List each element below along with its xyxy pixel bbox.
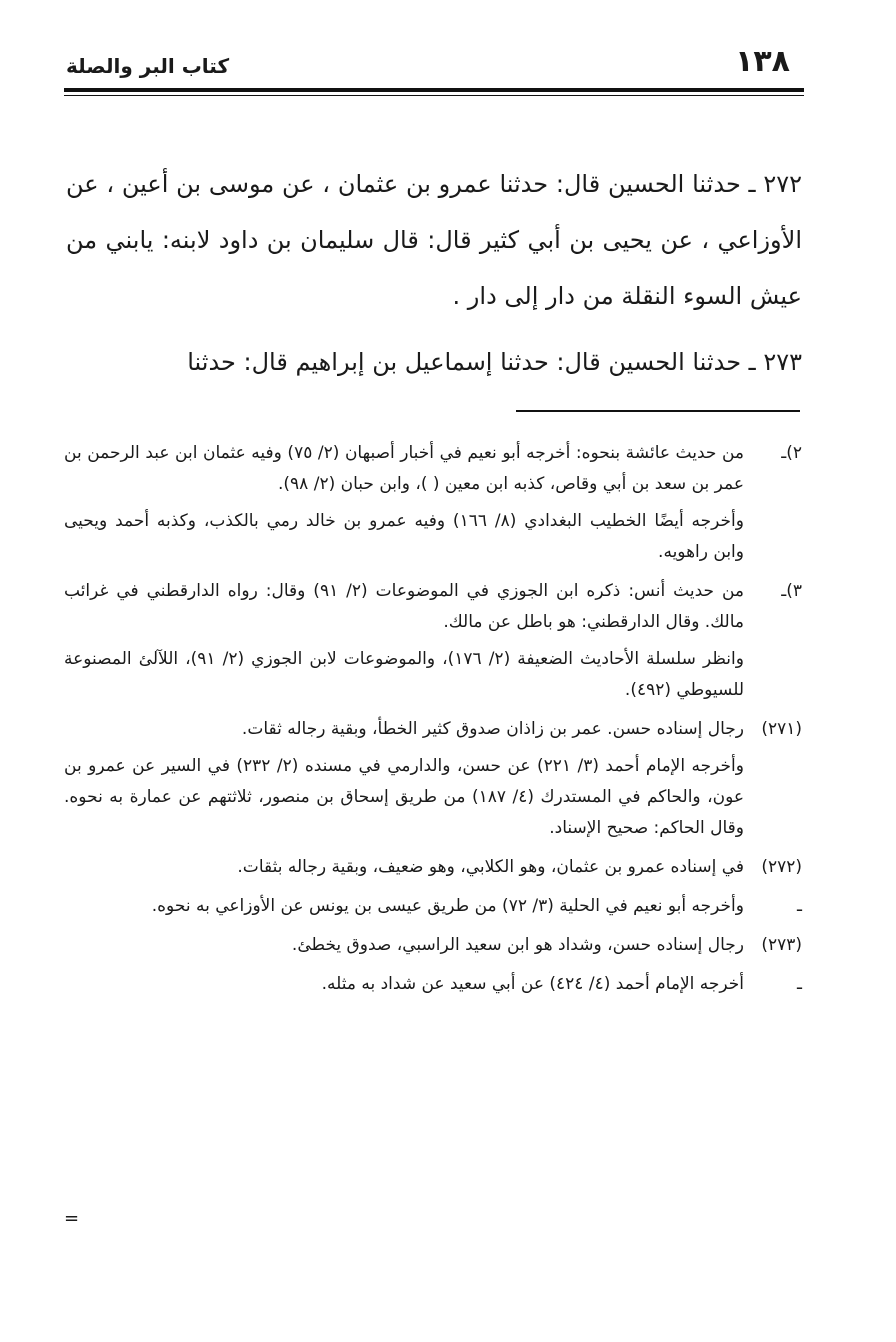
footnote-text: وأخرجه أيضًا الخطيب البغدادي (٨/ ١٦٦) وفيه عمرو بن خالد رمي بالكذب، وكذبه أحمد ويحيى وابن راهويه. [64, 511, 744, 562]
footnote-marker: ٢)ـ [781, 443, 802, 463]
page-number: ١٣٨ [735, 44, 790, 79]
footnote-text: وأخرجه أبو نعيم في الحلية (٣/ ٧٢) من طريق عيسى بن يونس عن الأوزاعي به نحوه. [151, 896, 744, 916]
footnote-marker: ـ [797, 974, 802, 994]
footnote [64, 852, 802, 883]
footnote [64, 438, 802, 568]
footnote-marker: (٢٧١) [761, 719, 802, 739]
footnote-marker: ٣)ـ [781, 581, 802, 601]
footnote-marker: (٢٧٢) [761, 857, 802, 877]
footnotes [64, 438, 802, 1008]
running-header-title: كتاب البر والصلة [66, 54, 230, 78]
footnote-text: أخرجه الإمام أحمد (٤/ ٤٢٤) عن أبي سعيد عن شداد به مثله. [321, 974, 744, 994]
footnote-marker: ـ [797, 896, 802, 916]
footnote-marker: (٢٧٣) [761, 935, 802, 955]
footnote-text: من حديث أنس: ذكره ابن الجوزي في الموضوعات (٢/ ٩١) وقال: رواه الدارقطني في غرائب مالك. وقال الدارقطني: هو باطل عن مالك. [64, 581, 745, 632]
continuation-mark: = [64, 1208, 80, 1229]
hadith-paragraph-272: ٢٧٢ ـ حدثنا الحسين قال: حدثنا عمرو بن عثمان ، عن موسى بن أعين ، عن الأوزاعي ، عن يحيى بن أبي كثير قال: قال سليمان بن داود لابنه: يابني من عيش السوء النقلة من دار إلى دار . [66, 170, 802, 310]
footnote [64, 891, 802, 922]
footnote [64, 714, 802, 844]
footnote-text: وأخرجه الإمام أحمد (٣/ ٢٢١) عن حسن، والدارمي في مسنده (٢/ ٢٣٢) في السير عن عمرو بن عون، والحاكم في المستدرك (٤/ ١٨٧) من طريق إسحاق بن منصور، ثلاثتهم عن عمارة به نحوه. وقال الحاكم: صحيح الإسناد. [64, 756, 744, 838]
footnote-text: من حديث عائشة بنحوه: أخرجه أبو نعيم في أخبار أصبهان (٢/ ٧٥) وفيه عثمان ابن عبد الرحمن بن عمر بن سعد بن أبي وقاص، كذبه ابن معين ( )، وابن حبان (٢/ ٩٨). [64, 443, 745, 494]
header-rule-thick [64, 88, 804, 92]
header-rule-thin [64, 95, 804, 96]
footnote-text: في إسناده عمرو بن عثمان، وهو الكلابي، وهو ضعيف، وبقية رجاله بثقات. [237, 857, 744, 877]
hadith-paragraph-273: ٢٧٣ ـ حدثنا الحسين قال: حدثنا إسماعيل بن إبراهيم قال: حدثنا [187, 348, 802, 376]
footnote [64, 930, 802, 961]
footnote-text: رجال إسناده حسن، وشداد هو ابن سعيد الراسبي، صدوق يخطئ. [291, 935, 744, 955]
footnote-text: رجال إسناده حسن. عمر بن زاذان صدوق كثير الخطأ، وبقية رجاله ثقات. [241, 719, 744, 739]
footnote [64, 969, 802, 1000]
main-text [66, 156, 802, 390]
footnote-text: وانظر سلسلة الأحاديث الضعيفة (٢/ ١٧٦)، والموضوعات لابن الجوزي (٢/ ٩١)، اللآلئ المصنوعة للسيوطي (٤٩٢). [64, 649, 744, 700]
footnote [64, 576, 802, 706]
footnote-separator [516, 410, 800, 412]
